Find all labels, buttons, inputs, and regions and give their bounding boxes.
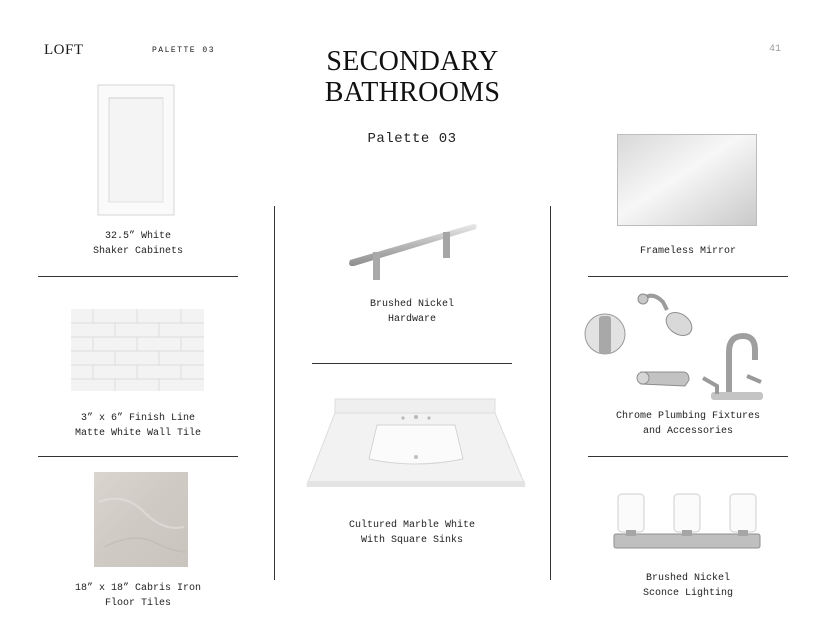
lighting-caption: Brushed Nickel Sconce Lighting (642, 573, 733, 599)
palette-tag: PALETTE 03 (152, 46, 216, 55)
wall-tile-caption: 3” x 6” Finish Line Matte White Wall Tile (74, 413, 202, 439)
cabinet-pull-hardware-image (345, 212, 480, 282)
row-divider-center (312, 363, 512, 364)
frameless-mirror-image (617, 134, 757, 226)
hardware-caption: Brushed Nickel Hardware (369, 299, 454, 325)
row-divider-right-2 (588, 456, 788, 457)
column-divider-right (550, 206, 551, 580)
row-divider-right-1 (588, 276, 788, 277)
column-divider-left (274, 206, 275, 580)
shaker-cabinet-image (97, 84, 175, 216)
chrome-plumbing-fixtures-image (583, 290, 763, 402)
floor-tile-caption: 18” x 18” Cabris Iron Floor Tiles (74, 583, 202, 609)
plumbing-caption: Chrome Plumbing Fixtures and Accessories (615, 411, 761, 437)
page-subtitle: Palette 03 (367, 131, 457, 147)
wall-tile-image (71, 309, 204, 391)
vanity-top-sink-image (305, 397, 527, 489)
floor-tile-image (94, 472, 188, 567)
page-title: SECONDARY BATHROOMS (324, 46, 501, 108)
sconce-lighting-image (612, 490, 762, 556)
cabinets-caption: 32.5” White Shaker Cabinets (92, 231, 183, 257)
brand-logo-text: LOFT (44, 42, 84, 58)
page-number: 41 (768, 44, 781, 55)
mirror-caption: Frameless Mirror (639, 246, 736, 257)
vanity-top-caption: Cultured Marble White With Square Sinks (348, 520, 476, 546)
row-divider-left-1 (38, 276, 238, 277)
row-divider-left-2 (38, 456, 238, 457)
